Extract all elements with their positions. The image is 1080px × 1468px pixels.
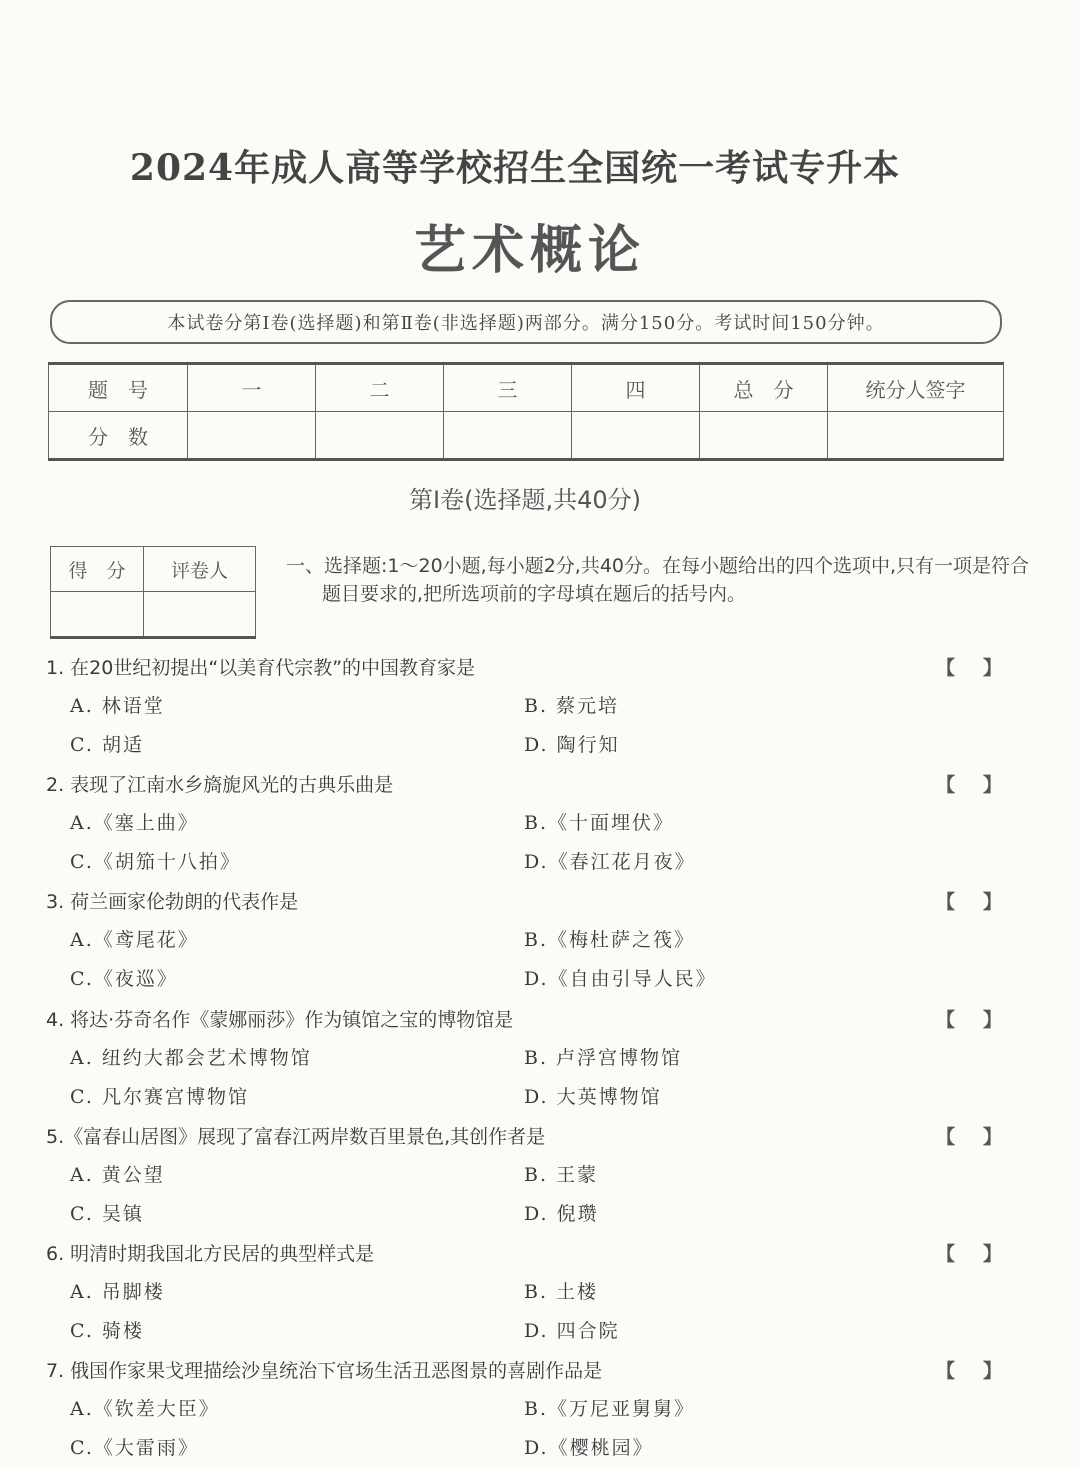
exam-notice-text: 本试卷分第Ⅰ卷(选择题)和第Ⅱ卷(非选择题)两部分。满分150分。考试时间150分钟。: [167, 313, 885, 334]
option-item: A. 黄公望: [70, 1164, 165, 1186]
grader-table: [50, 546, 256, 639]
bracket-open: 【: [936, 1126, 956, 1148]
score-table-header-row: [49, 364, 1004, 412]
question-item: [46, 766, 1006, 882]
question-text: 3. 荷兰画家伦勃朗的代表作是: [46, 891, 299, 913]
answer-bracket[interactable]: [936, 883, 1002, 921]
option-item: B.《十面埋伏》: [524, 812, 675, 834]
option-item: C. 吴镇: [70, 1203, 144, 1225]
question-stem: [46, 1001, 1006, 1039]
answer-bracket[interactable]: [936, 1352, 1002, 1390]
bracket-close: 】: [982, 1009, 1002, 1031]
bracket-close: 】: [982, 774, 1002, 796]
question-item: [46, 1001, 1006, 1117]
option-item: A.《塞上曲》: [70, 812, 199, 834]
score-field-signature[interactable]: [828, 412, 1004, 460]
score-table-cell: 三: [444, 364, 572, 412]
option-item: B.《万尼亚舅舅》: [524, 1398, 696, 1420]
option-item: C. 骑楼: [70, 1320, 144, 1342]
option-grid: [46, 1390, 1006, 1468]
question-stem: [46, 1352, 1006, 1390]
question-item: [46, 883, 1006, 999]
option-item: A. 纽约大都会艺术博物馆: [70, 1047, 312, 1069]
question-item: [46, 649, 1006, 765]
answer-bracket[interactable]: [936, 766, 1002, 804]
option-item: A.《钦差大臣》: [70, 1398, 220, 1420]
bracket-open: 【: [936, 1009, 956, 1031]
score-field-2[interactable]: [316, 412, 444, 460]
question-item: [46, 1352, 1006, 1468]
bracket-open: 【: [936, 891, 956, 913]
option-item: B.《梅杜萨之筏》: [524, 929, 696, 951]
question-stem: [46, 883, 1006, 921]
option-item: D. 倪瓒: [524, 1203, 599, 1225]
score-table-cell: 统分人签字: [828, 364, 1004, 412]
score-field-4[interactable]: [572, 412, 700, 460]
question-stem: [46, 649, 1006, 687]
option-grid: [46, 921, 1006, 999]
bracket-close: 】: [982, 657, 1002, 679]
grader-name-field[interactable]: [144, 592, 256, 638]
answer-bracket[interactable]: [936, 1001, 1002, 1039]
section-instructions: 一、选择题:1～20小题,每小题2分,共40分。在每小题给出的四个选项中,只有一项是符合题目要求的,把所选项前的字母填在题后的括号内。: [286, 555, 1030, 605]
exam-title: 2024年成人高等学校招生全国统一考试专升本: [129, 147, 901, 189]
bracket-open: 【: [936, 657, 956, 679]
option-item: C. 胡适: [70, 734, 144, 756]
score-field-3[interactable]: [444, 412, 572, 460]
option-grid: [46, 1273, 1006, 1351]
option-item: B. 王蒙: [524, 1164, 599, 1186]
question-text: 5.《富春山居图》展现了富春江两岸数百里景色,其创作者是: [46, 1126, 546, 1148]
question-text: 2. 表现了江南水乡旖旎风光的古典乐曲是: [46, 774, 394, 796]
option-item: D. 大英博物馆: [524, 1086, 662, 1108]
bracket-open: 【: [936, 774, 956, 796]
score-table-cell: 二: [316, 364, 444, 412]
grader-score-label: 得 分: [51, 547, 144, 592]
score-field-total[interactable]: [700, 412, 828, 460]
question-text: 6. 明清时期我国北方民居的典型样式是: [46, 1243, 375, 1265]
option-item: C.《大雷雨》: [70, 1437, 199, 1459]
bracket-close: 】: [982, 891, 1002, 913]
option-item: D.《春江花月夜》: [524, 851, 696, 873]
question-stem: [46, 1235, 1006, 1273]
option-item: D.《樱桃园》: [524, 1437, 654, 1459]
score-row-label: 分 数: [49, 412, 188, 460]
option-item: B. 蔡元培: [524, 695, 620, 717]
answer-bracket[interactable]: [936, 1118, 1002, 1156]
question-stem: [46, 1118, 1006, 1156]
score-field-1[interactable]: [188, 412, 316, 460]
score-table-cell: 一: [188, 364, 316, 412]
option-item: B. 卢浮宫博物馆: [524, 1047, 683, 1069]
bracket-open: 【: [936, 1360, 956, 1382]
option-item: C.《胡笳十八拍》: [70, 851, 241, 873]
bracket-open: 【: [936, 1243, 956, 1265]
option-item: A. 林语堂: [70, 695, 165, 717]
question-text: 1. 在20世纪初提出“以美育代宗教”的中国教育家是: [46, 657, 476, 679]
option-item: D. 四合院: [524, 1320, 620, 1342]
question-item: [46, 1235, 1006, 1351]
option-item: A. 吊脚楼: [70, 1281, 165, 1303]
bracket-close: 】: [982, 1126, 1002, 1148]
question-text: 4. 将达·芬奇名作《蒙娜丽莎》作为镇馆之宝的博物馆是: [46, 1009, 514, 1031]
part1-title: 第Ⅰ卷(选择题,共40分): [409, 486, 641, 514]
score-table-cell: 题 号: [49, 364, 188, 412]
answer-bracket[interactable]: [936, 649, 1002, 687]
option-item: A.《鸢尾花》: [70, 929, 199, 951]
option-item: D.《自由引导人民》: [524, 968, 717, 990]
option-grid: [46, 1039, 1006, 1117]
bracket-close: 】: [982, 1243, 1002, 1265]
option-item: D. 陶行知: [524, 734, 620, 756]
grader-score-field[interactable]: [51, 592, 144, 638]
question-item: [46, 1118, 1006, 1234]
answer-bracket[interactable]: [936, 1235, 1002, 1273]
option-grid: [46, 1156, 1006, 1234]
option-item: C.《夜巡》: [70, 968, 178, 990]
subject-title: 艺术概论: [413, 221, 646, 281]
question-text: 7. 俄国作家果戈理描绘沙皇统治下官场生活丑恶图景的喜剧作品是: [46, 1360, 603, 1382]
score-table-cell: 总 分: [700, 364, 828, 412]
option-item: B. 土楼: [524, 1281, 599, 1303]
score-table-score-row: [49, 412, 1004, 460]
question-stem: [46, 766, 1006, 804]
grader-name-label: 评卷人: [144, 547, 256, 592]
option-item: C. 凡尔赛宫博物馆: [70, 1086, 249, 1108]
score-table: [48, 362, 1004, 461]
exam-notice: [50, 300, 1002, 344]
option-grid: [46, 804, 1006, 882]
option-grid: [46, 687, 1006, 765]
bracket-close: 】: [982, 1360, 1002, 1382]
score-table-cell: 四: [572, 364, 700, 412]
